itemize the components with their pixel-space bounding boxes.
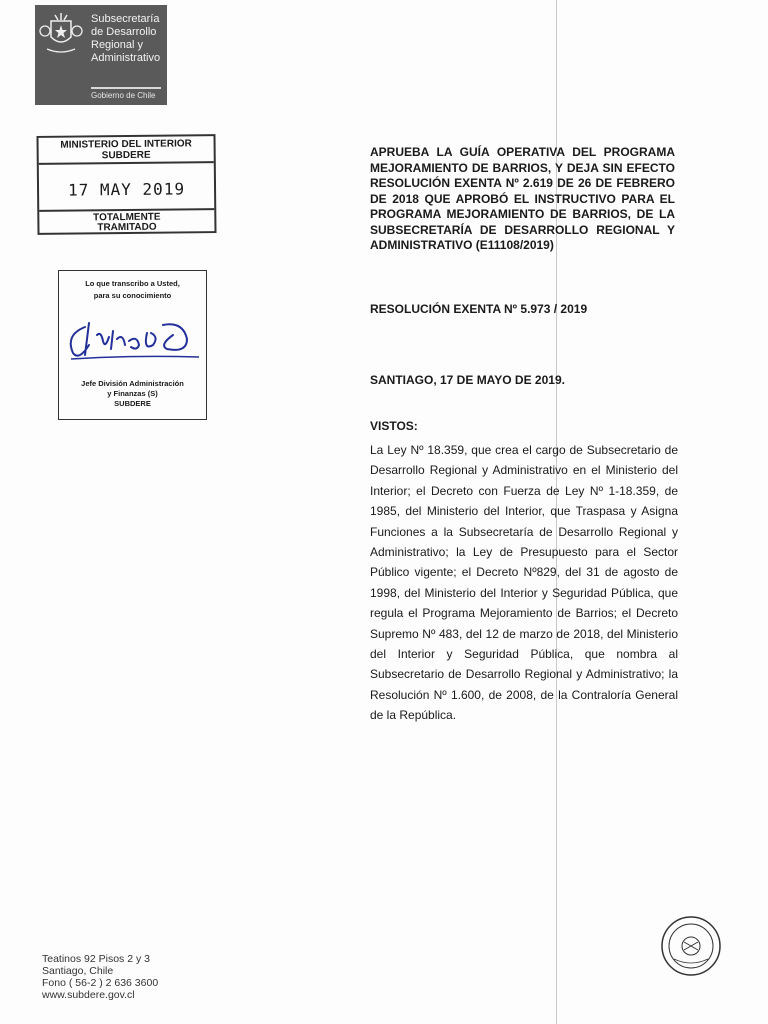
transcription-stamp [58,270,207,420]
footer-phone: Fono ( 56-2 ) 2 636 3600 [42,977,159,989]
footer-address-2: Santiago, Chile [42,965,114,977]
document-title: APRUEBA LA GUÍA OPERATIVA DEL PROGRAMA MEJORAMIENTO DE BARRIOS, Y DEJA SIN EFECTO RESOLUCIÓN EXENTA Nº 2.619 DE 26 DE FEBRERO DE 2018 QUE APROBÓ EL INSTRUCTIVO PARA EL PROGRAMA MEJORAMIENTO DE BARRIOS, DE LA SUBSECRETARÍA DE DESARROLLO REGIONAL Y ADMINISTRATIVO (E11108/2019) [370,145,675,252]
footer-contact [42,953,158,1001]
place-date: SANTIAGO, 17 DE MAYO DE 2019. [370,373,565,387]
vistos-heading: VISTOS: [370,419,418,433]
footer-address-1: Teatinos 92 Pisos 2 y 3 [42,953,150,965]
signatory-role: Jefe División Administración y Finanzas (S) SUBDERE [81,379,184,408]
subdere-logo [35,5,167,105]
footer-website: www.subdere.gov.cl [42,989,135,1001]
stamp-header: MINISTERIO DEL INTERIOR SUBDERE [39,136,214,165]
vistos-text: La Ley Nº 18.359, que crea el cargo de Subsecretario de Desarrollo Regional y Administrativo en el Ministerio del Interior; el Decreto con Fuerza de Ley Nº 1-18.359, de 1985, del Ministerio del Interior, que Traspasa y Asigna Funciones a la Subsecretaría de Desarrollo Regional y Administrativo; la Ley de Presupuesto para el Sector Público vigente; el Decreto Nº829, del 31 de agosto de 1998, del Ministerio del Interior y Seguridad Pública, que regula el Programa Mejoramiento de Barrios; el Decreto Supremo Nº 483, del 12 de marzo de 2018, del Ministerio del Interior y Seguridad Pública, que nombra al Subsecretario de Desarrollo Regional y Administrativo; la Resolución Nº 1.600, de 2008, de la Contraloría General de la República. [370,443,678,723]
resolution-number: RESOLUCIÓN EXENTA Nº 5.973 / 2019 [370,302,588,316]
stamp-date: 17 MAY 2019 [67,179,186,200]
stamp-status: TOTALMENTE TRAMITADO [39,208,214,236]
logo-government: Gobierno de Chile [91,91,156,100]
official-seal-icon [660,915,722,977]
logo-org-name: Subsecretaría de Desarrollo Regional y Administrativo [91,13,161,64]
chile-coat-of-arms-icon [37,11,85,55]
received-stamp [36,134,216,235]
logo-divider [91,87,161,89]
transcription-note: Lo que transcribo a Usted, para su conocimiento [85,279,180,300]
handwritten-signature [63,315,203,365]
